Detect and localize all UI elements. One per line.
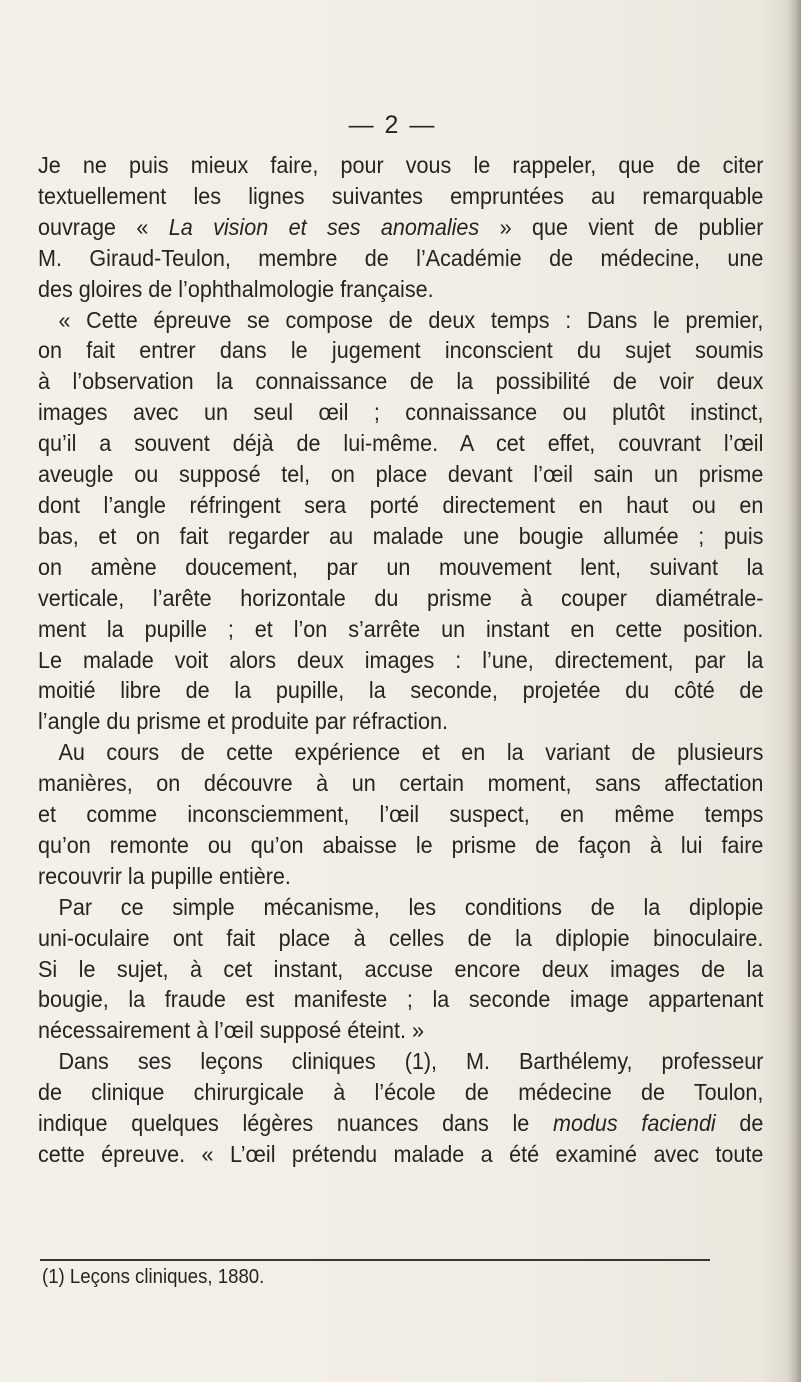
text-line (38, 1108, 763, 1139)
text-line: moitié libre de la pupille, la seconde, projetée du côté de (38, 677, 764, 704)
text-line: Je ne puis mieux faire, pour vous le rappeler, que de citer (38, 152, 764, 178)
paragraph-5 (38, 1046, 763, 1170)
text-line: recouvrir la pupille entière. (38, 862, 291, 889)
text-line: nécessairement à l’œil supposé éteint. » (38, 1017, 424, 1044)
text-line: bougie, la fraude est manifeste ; la seconde image appartenant (38, 986, 764, 1013)
text-line: Si le sujet, à cet instant, accuse encore deux images de la (38, 955, 764, 982)
text-line: dont l’angle réfringent sera porté directement en haut ou en (38, 491, 764, 518)
text-line: des gloires de l’ophthalmologie française. (38, 275, 434, 302)
text-line: l’angle du prisme et produite par réfraction. (38, 708, 448, 735)
page-edge-shadow (787, 0, 801, 1382)
text-line: bas, et on fait regarder au malade une bougie allumée ; puis (38, 522, 764, 549)
text-line: qu’on remonte ou qu’on abaisse le prisme de façon à lui faire (38, 831, 764, 858)
latin-term: modus faciendi (552, 1110, 716, 1137)
body-text (38, 150, 763, 1170)
text-line: cette épreuve. « L’œil prétendu malade a été examiné avec toute (38, 1141, 764, 1167)
book-title: La vision et ses anomalies (168, 213, 480, 240)
text-line: verticale, l’arête horizontale du prisme à couper diamétrale- (38, 584, 764, 611)
text-line: Au cours de cette expérience et en la variant de plusieurs (58, 739, 764, 766)
text-line: manières, on découvre à un certain moment, sans affectation (38, 770, 764, 797)
text-line (38, 212, 763, 243)
text-fragment: ouvrage « (38, 213, 169, 240)
footnote: (1) Leçons cliniques, 1880. (42, 1266, 265, 1288)
paragraph-4 (38, 892, 763, 1047)
text-line: et comme inconsciemment, l’œil suspect, en même temps (38, 801, 764, 828)
paragraph-1 (38, 150, 763, 305)
text-fragment: » que vient de publier (479, 213, 764, 240)
text-line: Par ce simple mécanisme, les conditions de la diplopie (58, 893, 764, 920)
text-fragment: indique quelques légères nuances dans le (38, 1110, 553, 1137)
text-line: « Cette épreuve se compose de deux temps : Dans le premier, (58, 306, 764, 333)
footnote-rule (40, 1259, 710, 1261)
text-line: on fait entrer dans le jugement inconscient du sujet soumis (38, 337, 764, 364)
text-line: Le malade voit alors deux images : l’une, directement, par la (38, 646, 764, 673)
text-line: images avec un seul œil ; connaissance ou plutôt instinct, (38, 399, 764, 426)
text-line: Dans ses leçons cliniques (1), M. Barthélemy, professeur (58, 1048, 764, 1075)
paragraph-2 (38, 305, 763, 738)
text-line: textuellement les lignes suivantes empruntées au remarquable (38, 182, 764, 209)
text-line: uni-oculaire ont fait place à celles de la diplopie binoculaire. (38, 924, 764, 951)
text-line: M. Giraud-Teulon, membre de l’Académie de médecine, une (38, 244, 764, 271)
text-line: à l’observation la connaissance de la possibilité de voir deux (38, 368, 764, 395)
text-line: qu’il a souvent déjà de lui-même. A cet effet, couvrant l’œil (38, 430, 764, 457)
page-number: — 2 — (348, 111, 437, 139)
text-line: ment la pupille ; et l’on s’arrête un instant en cette position. (38, 615, 764, 642)
text-fragment: de (715, 1110, 764, 1137)
text-line: de clinique chirurgicale à l’école de médecine de Toulon, (38, 1079, 764, 1106)
text-line: aveugle ou supposé tel, on place devant l’œil sain un prisme (38, 461, 764, 488)
text-line: on amène doucement, par un mouvement lent, suivant la (38, 553, 764, 580)
paragraph-3 (38, 737, 763, 892)
